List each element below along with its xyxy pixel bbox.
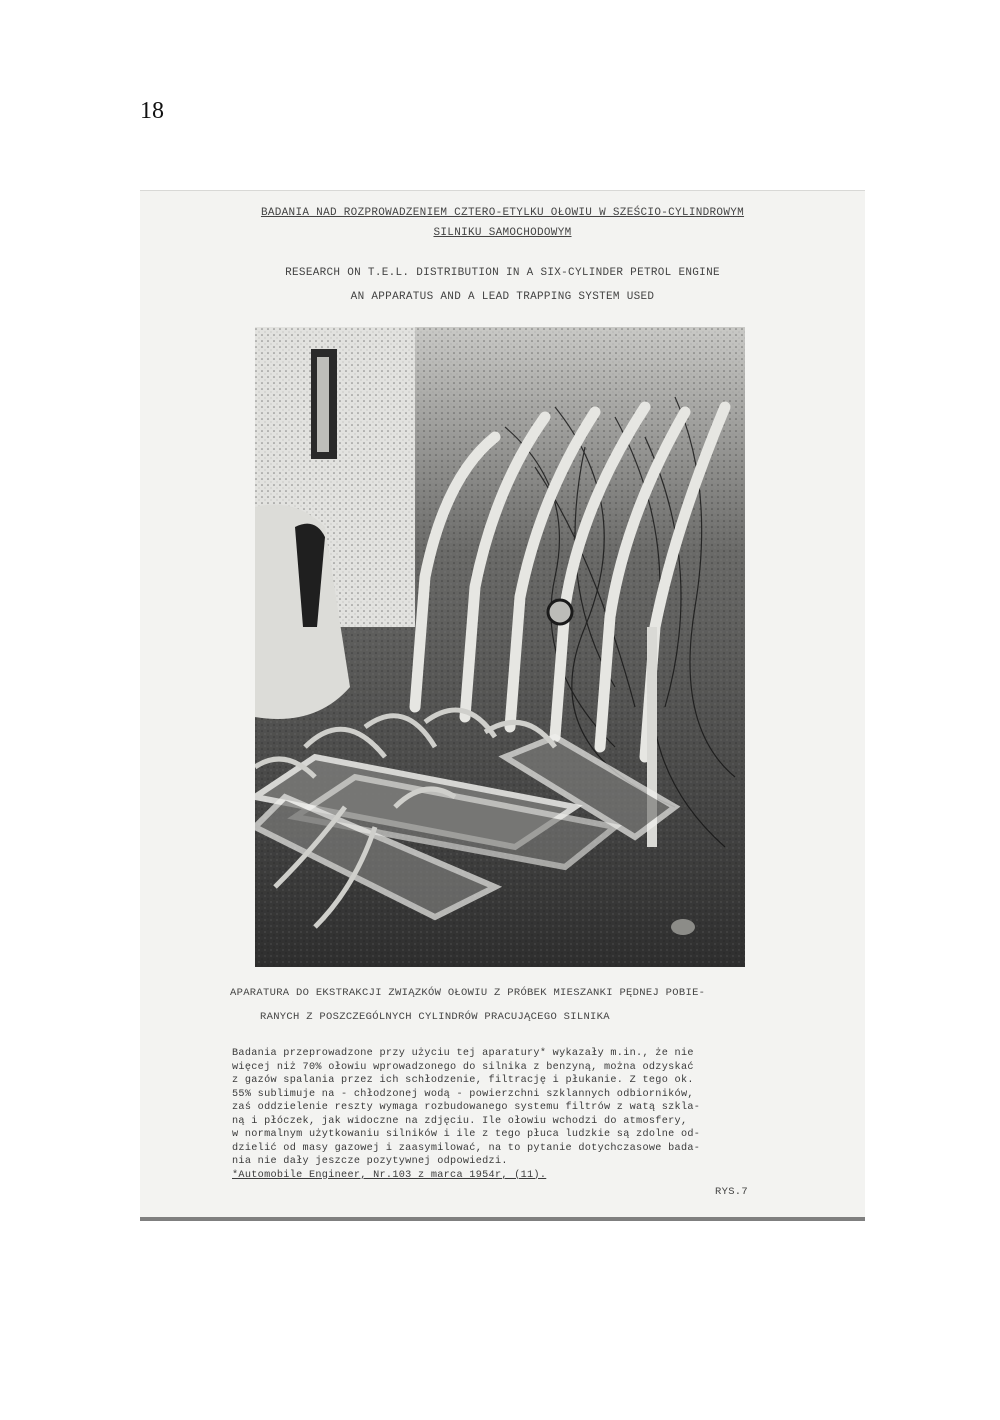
body-line: 55% sublimuje na - chłodzonej wodą - powierzchni szklannych odbiorników, [232, 1088, 694, 1100]
title-polish-line1: BADANIA NAD ROZPROWADZENIEM CZTERO-ETYLKU OŁOWIU W SZEŚCIO-CYLINDROWYM [260, 207, 745, 219]
title-english-line1: RESEARCH ON T.E.L. DISTRIBUTION IN A SIX-CYLINDER PETROL ENGINE [285, 267, 720, 279]
body-line: zaś oddzielenie reszty wymaga rozbudowanego systemu filtrów z watą szkla- [232, 1102, 701, 1113]
body-line: z gazów spalania przez ich schłodzenie, filtrację i płukanie. Z tego ok. [232, 1075, 694, 1086]
title-english-line2: AN APPARATUS AND A LEAD TRAPPING SYSTEM USED [350, 291, 655, 303]
body-line: ną i płóczek, jak widoczne na zdjęciu. Ile ołowiu wchodzi do atmosfery, [232, 1115, 688, 1127]
title-polish [140, 203, 865, 243]
caption-line2: RANYCH Z POSZCZEGÓLNYCH CYLINDRÓW PRACUJĄCEGO SILNIKA [260, 1011, 610, 1023]
title-english [140, 261, 865, 309]
body-line: w normalnym użytkowaniu silników i ile z tego płuca ludzkie są zdolne od- [232, 1129, 701, 1140]
body-line: dzielić od masy gazowej i zaasymilować, na to pytanie dotychczasowe bada- [232, 1142, 701, 1154]
title-polish-line2: SILNIKU SAMOCHODOWYM [433, 227, 572, 239]
page-number: 18 [140, 98, 164, 124]
body-paragraph [232, 1047, 832, 1182]
photo-illustration [255, 327, 745, 967]
document-sheet [140, 190, 865, 1221]
figure-caption [230, 981, 830, 1029]
body-line: więcej niż 70% ołowiu wprowadzonego do silnika z benzyną, można odzyskać [232, 1061, 694, 1073]
footnote: *Automobile Engineer, Nr.103 z marca 1954r, (11). [232, 1169, 547, 1181]
apparatus-photograph [255, 327, 745, 967]
figure-label: RYS.7 [715, 1186, 749, 1198]
body-line: Badania przeprowadzone przy użyciu tej aparatury* wykazały m.in., że nie [232, 1048, 694, 1059]
caption-line1: APARATURA DO EKSTRAKCJI ZWIĄZKÓW OŁOWIU Z PRÓBEK MIESZANKI PĘDNEJ POBIE- [230, 987, 706, 999]
body-line: nia nie dały jeszcze pozytywnej odpowiedzi. [232, 1156, 508, 1167]
